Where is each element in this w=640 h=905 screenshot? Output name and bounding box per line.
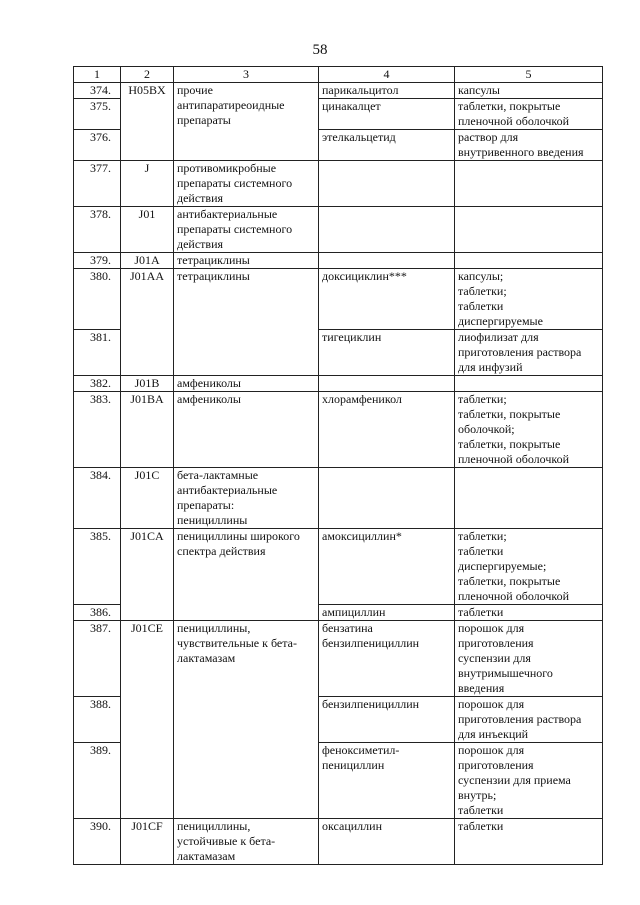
table-row — [74, 253, 603, 269]
atc-code: J — [121, 161, 174, 207]
row-number: 376. — [74, 130, 121, 161]
row-number: 383. — [74, 392, 121, 468]
group-name: тетрациклины — [174, 269, 319, 376]
row-number: 378. — [74, 207, 121, 253]
row-number: 380. — [74, 269, 121, 330]
drug-name: оксациллин — [319, 819, 455, 865]
drug-name: хлорамфеникол — [319, 392, 455, 468]
group-name: пенициллины широкого спектра действия — [174, 529, 319, 621]
drug-name: ампициллин — [319, 605, 455, 621]
dosage-form — [455, 376, 603, 392]
table-header-row — [74, 67, 603, 83]
row-number: 382. — [74, 376, 121, 392]
atc-code: J01BA — [121, 392, 174, 468]
atc-code: J01C — [121, 468, 174, 529]
dosage-form: лиофилизат для приготовления раствора для инфузий — [455, 330, 603, 376]
row-number: 385. — [74, 529, 121, 605]
dosage-form: капсулы; таблетки; таблетки диспергируемые — [455, 269, 603, 330]
table-row — [74, 529, 603, 605]
group-name: бета-лактамные антибактериальные препараты: пенициллины — [174, 468, 319, 529]
drug-name: парикальцитол — [319, 83, 455, 99]
dosage-form: порошок для приготовления суспензии для внутримышечного введения — [455, 621, 603, 697]
atc-code: J01CE — [121, 621, 174, 819]
group-name: пенициллины, устойчивые к бета- лактамазам — [174, 819, 319, 865]
column-header: 2 — [121, 67, 174, 83]
row-number: 386. — [74, 605, 121, 621]
row-number: 390. — [74, 819, 121, 865]
table-row — [74, 621, 603, 697]
dosage-form: порошок для приготовления суспензии для приема внутрь; таблетки — [455, 743, 603, 819]
dosage-form: таблетки — [455, 819, 603, 865]
row-number: 379. — [74, 253, 121, 269]
table-row — [74, 207, 603, 253]
drug-name: этелкальцетид — [319, 130, 455, 161]
atc-code: J01A — [121, 253, 174, 269]
dosage-form: таблетки; таблетки, покрытые оболочкой; таблетки, покрытые пленочной оболочкой — [455, 392, 603, 468]
group-name: тетрациклины — [174, 253, 319, 269]
dosage-form — [455, 207, 603, 253]
drug-name — [319, 253, 455, 269]
dosage-form — [455, 161, 603, 207]
atc-code: H05BX — [121, 83, 174, 161]
atc-code: J01AA — [121, 269, 174, 376]
table-row — [74, 83, 603, 99]
row-number: 387. — [74, 621, 121, 697]
group-name: амфениколы — [174, 376, 319, 392]
row-number: 374. — [74, 83, 121, 99]
drug-name: доксициклин*** — [319, 269, 455, 330]
row-number: 377. — [74, 161, 121, 207]
dosage-form: таблетки — [455, 605, 603, 621]
drug-list-table — [73, 66, 603, 865]
row-number: 389. — [74, 743, 121, 819]
column-header: 5 — [455, 67, 603, 83]
row-number: 388. — [74, 697, 121, 743]
drug-name — [319, 207, 455, 253]
drug-name: амоксициллин* — [319, 529, 455, 605]
row-number: 384. — [74, 468, 121, 529]
column-header: 4 — [319, 67, 455, 83]
atc-code: J01B — [121, 376, 174, 392]
table-row — [74, 819, 603, 865]
dosage-form: таблетки; таблетки диспергируемые; таблетки, покрытые пленочной оболочкой — [455, 529, 603, 605]
group-name: амфениколы — [174, 392, 319, 468]
table-row — [74, 161, 603, 207]
group-name: пенициллины, чувствительные к бета- лактамазам — [174, 621, 319, 819]
drug-name — [319, 161, 455, 207]
group-name: противомикробные препараты системного действия — [174, 161, 319, 207]
drug-name: тигециклин — [319, 330, 455, 376]
row-number: 375. — [74, 99, 121, 130]
atc-code: J01 — [121, 207, 174, 253]
drug-name: феноксиметил- пенициллин — [319, 743, 455, 819]
drug-name: бензатина бензилпенициллин — [319, 621, 455, 697]
dosage-form: порошок для приготовления раствора для инъекций — [455, 697, 603, 743]
dosage-form: раствор для внутривенного введения — [455, 130, 603, 161]
table-row — [74, 269, 603, 330]
group-name: антибактериальные препараты системного действия — [174, 207, 319, 253]
dosage-form: таблетки, покрытые пленочной оболочкой — [455, 99, 603, 130]
drug-name — [319, 468, 455, 529]
dosage-form — [455, 468, 603, 529]
page-number: 58 — [312, 42, 328, 58]
dosage-form: капсулы — [455, 83, 603, 99]
drug-name — [319, 376, 455, 392]
group-name: прочие антипаратиреоидные препараты — [174, 83, 319, 161]
table-row — [74, 376, 603, 392]
table-row — [74, 392, 603, 468]
dosage-form — [455, 253, 603, 269]
drug-name: бензилпенициллин — [319, 697, 455, 743]
column-header: 1 — [74, 67, 121, 83]
drug-name: цинакалцет — [319, 99, 455, 130]
table-row — [74, 468, 603, 529]
row-number: 381. — [74, 330, 121, 376]
atc-code: J01CA — [121, 529, 174, 621]
atc-code: J01CF — [121, 819, 174, 865]
column-header: 3 — [174, 67, 319, 83]
